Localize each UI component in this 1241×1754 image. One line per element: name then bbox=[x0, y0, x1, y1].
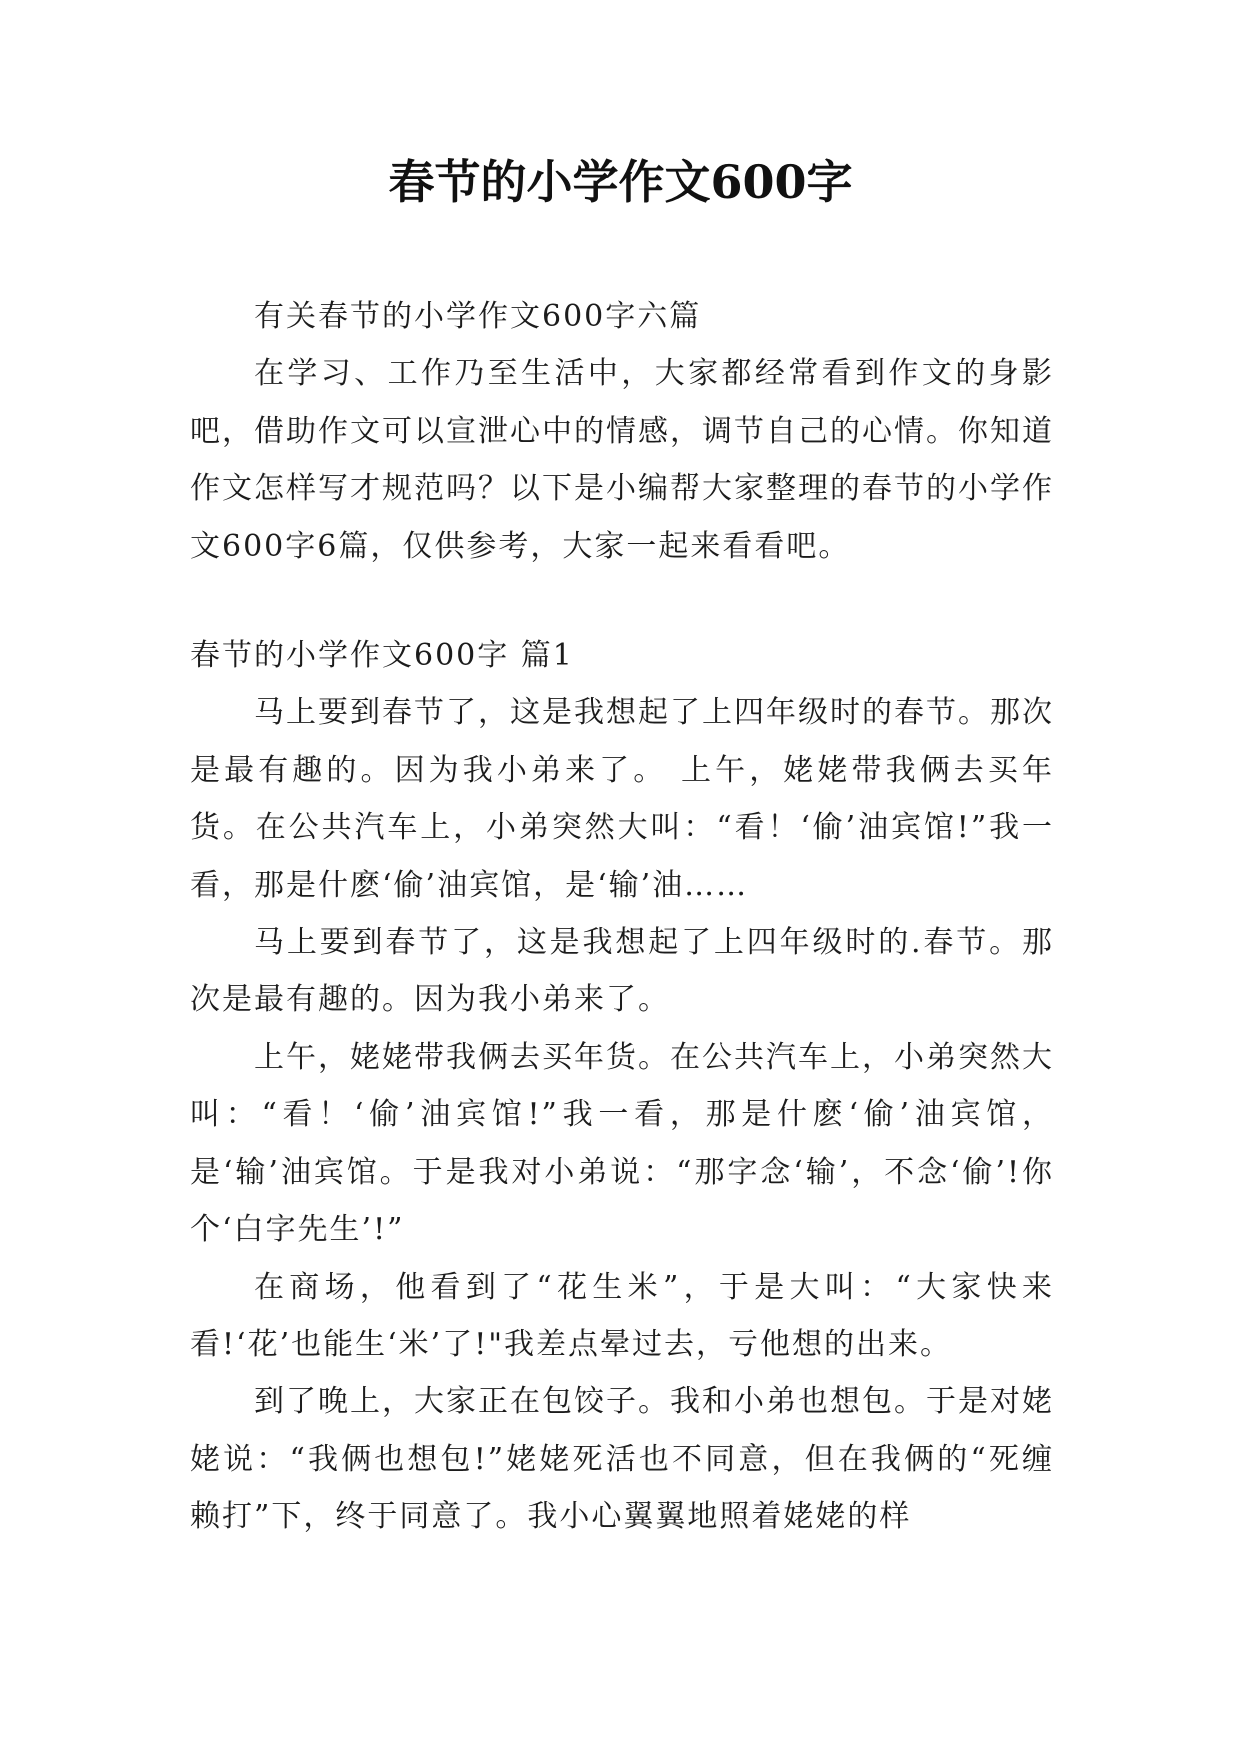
body-paragraph: 在商场，他看到了“花生米”，于是大叫：“大家快来看!‘花’也能生‘米’了!"我差点晕过去，亏他想的出来。 bbox=[190, 1269, 1054, 1362]
document-body bbox=[190, 288, 1054, 1546]
document-title: 春节的小学作文600字 bbox=[388, 155, 853, 209]
body-paragraph: 马上要到春节了，这是我想起了上四年级时的春节。那次是最有趣的。因为我小弟来了。 上午，姥姥带我俩去买年货。在公共汽车上，小弟突然大叫：“看！‘偷’油宾馆!”我一看，那是什麽‘偷’油宾馆，是‘输’油…… bbox=[190, 695, 1054, 903]
intro-paragraph: 在学习、工作乃至生活中，大家都经常看到作文的身影吧，借助作文可以宣泄心中的情感，调节自己的心情。你知道作文怎样写才规范吗？以下是小编帮大家整理的春节的小学作文600字6篇，仅供参考，大家一起来看看吧。 bbox=[190, 356, 1054, 564]
section-spacer bbox=[190, 575, 1054, 627]
section-heading: 春节的小学作文600字 篇1 bbox=[190, 638, 574, 674]
body-paragraph: 上午，姥姥带我俩去买年货。在公共汽车上，小弟突然大叫：“看！‘偷’油宾馆!”我一看，那是什麽‘偷’油宾馆，是‘输’油宾馆。于是我对小弟说：“那字念‘输’，不念‘偷’!你个‘白字先生’!” bbox=[190, 1039, 1054, 1248]
subtitle: 有关春节的小学作文600字六篇 bbox=[254, 299, 702, 334]
body-paragraph: 到了晚上，大家正在包饺子。我和小弟也想包。于是对姥姥说：“我俩也想包!”姥姥死活也不同意，但在我俩的“死缠赖打”下，终于同意了。我小心翼翼地照着姥姥的样 bbox=[190, 1384, 1054, 1535]
body-paragraph: 马上要到春节了，这是我想起了上四年级时的.春节。那次是最有趣的。因为我小弟来了。 bbox=[190, 925, 1054, 1018]
